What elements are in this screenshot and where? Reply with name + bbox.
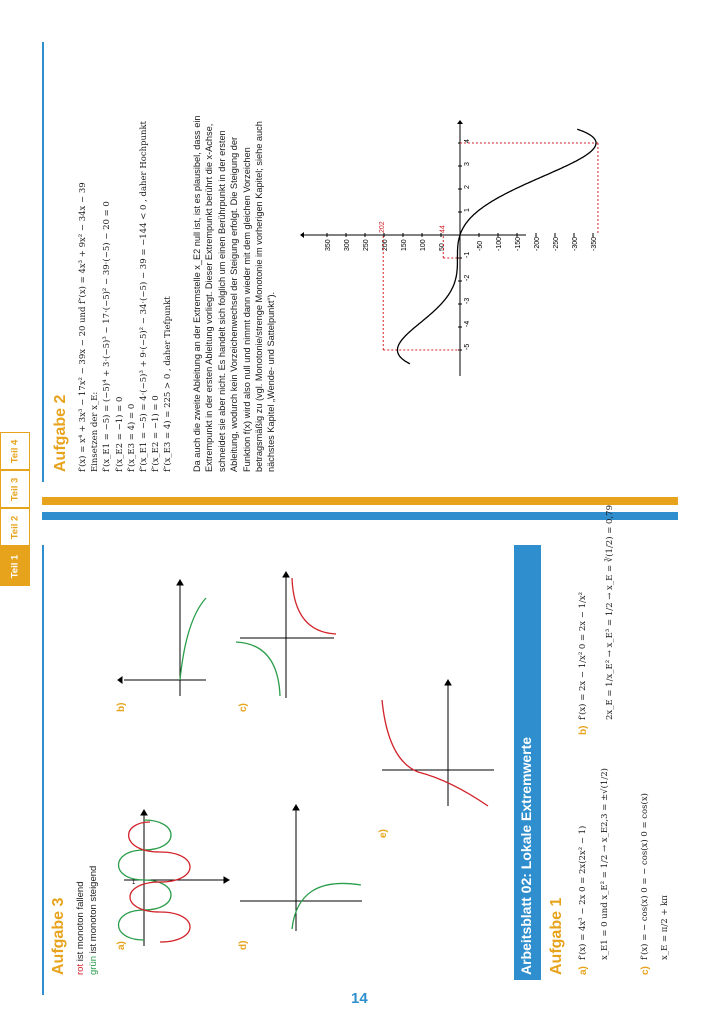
aufgabe-2-paragraph-line: Ableitung, wodurch kein Vorzeichenwechsel der Steigung erfolgt. Die Steigung der bbox=[229, 136, 240, 472]
aufgabe-3-legend-1 bbox=[74, 882, 87, 975]
y-tick-label: 300 bbox=[344, 239, 351, 251]
graph-d bbox=[236, 805, 366, 935]
aufgabe-2-paragraph-line: Da auch die zweite Ableitung an der Extremstelle x_E2 null ist, ist es plausibel, dass ein bbox=[192, 115, 202, 472]
chart-guides bbox=[379, 143, 598, 350]
legend-green-text: ist monoton steigend bbox=[88, 865, 99, 956]
graph-a-label: a) bbox=[116, 941, 127, 950]
tab-teil-3[interactable]: Teil 3 bbox=[0, 470, 30, 508]
legend-green-word: grün bbox=[88, 955, 99, 975]
aufgabe-2-paragraph-line: Extrempunkt in der ersten Ableitung vorliegt. Dieser Extrempunkt berührt die x-Achse, bbox=[204, 123, 215, 472]
aufgabe-1-c-label: c) bbox=[640, 966, 651, 975]
page-number: 14 bbox=[351, 990, 368, 1007]
graph-b-label: b) bbox=[116, 702, 127, 712]
aufgabe-2-paragraph-line: nächstes Kapitel „Wende- und Sattelpunkt“). bbox=[266, 291, 277, 472]
y-tick-label: -200 bbox=[534, 236, 541, 251]
worksheet-banner-title: Arbeitsblatt 02: Lokale Extremwerte bbox=[518, 736, 534, 975]
graph-a bbox=[120, 810, 230, 950]
x-tick-label: -3 bbox=[464, 297, 471, 304]
aufgabe-2-line: f″(x_E2 = −1) = 0 bbox=[151, 395, 162, 472]
y-tick-label: 150 bbox=[401, 239, 408, 251]
x-tick-label: 2 bbox=[464, 185, 471, 189]
x-tick-label: -5 bbox=[464, 343, 471, 350]
aufgabe-1-b-line1: f′(x) = 2x − 1/x² 0 = 2x − 1/x² bbox=[578, 591, 588, 720]
extremum-label: 44 bbox=[439, 225, 447, 233]
left-edge-line-top bbox=[42, 42, 44, 482]
aufgabe-3-heading: Aufgabe 3 bbox=[50, 897, 67, 975]
aufgabe-1-heading: Aufgabe 1 bbox=[548, 897, 565, 975]
left-edge-line bbox=[42, 545, 44, 995]
y-tick-label: -350 bbox=[591, 236, 598, 251]
blue-divider bbox=[42, 512, 678, 520]
x-tick-label: -1 bbox=[464, 251, 471, 258]
aufgabe-2-paragraph-line: betragsmäßig zu (vgl. Monotonie/strenge Monotonie im vorherigen Kapitel; siehe auch bbox=[254, 121, 264, 472]
y-tick-label: -50 bbox=[477, 240, 484, 251]
y-tick-label: 350 bbox=[325, 239, 332, 251]
x-tick-label: -2 bbox=[464, 274, 471, 281]
aufgabe-2-line: f′(x_E2 = −1) = 0 bbox=[114, 396, 125, 472]
y-tick-label: 200 bbox=[382, 239, 389, 251]
aufgabe-1-b-line2: 2x_E = 1/x_E² → x_E³ = 1/2 → x_E = ∛(1/2) = 0,79 bbox=[605, 505, 615, 720]
chart-axes bbox=[300, 120, 526, 376]
aufgabe-2-line: f′(x) = x⁴ + 3x³ − 17x² − 39x − 20 und f″(x) = 4x³ + 9x² − 34x − 39 bbox=[78, 182, 88, 472]
orange-divider bbox=[42, 497, 678, 505]
aufgabe-3-legend-2 bbox=[87, 866, 100, 975]
aufgabe-1-c-line2: x_E = π/2 + kπ bbox=[660, 895, 670, 960]
aufgabe-2-line: f″(x_E1 = −5) = 4·(−5)³ + 9·(−5)² − 34·(−5) − 39 = −144 < 0 , daher Hochpunkt bbox=[139, 120, 149, 472]
x-tick-label: -4 bbox=[464, 320, 471, 327]
y-axis-arrow bbox=[300, 232, 304, 238]
y-tick-label: -150 bbox=[515, 236, 522, 251]
aufgabe-1-c-line1: f′(x) = − cos(x) 0 = − cos(x) 0 = cos(x) bbox=[640, 793, 650, 960]
extremum-label: 202 bbox=[379, 221, 387, 233]
y-tick-label: 100 bbox=[420, 239, 427, 251]
tab-teil-4[interactable]: Teil 4 bbox=[0, 432, 30, 470]
y-tick-label: -250 bbox=[553, 236, 560, 251]
y-tick-label: -100 bbox=[496, 236, 503, 251]
aufgabe-2-line: Einsetzen der x_E: bbox=[90, 391, 101, 472]
aufgabe-1-b-label: b) bbox=[578, 725, 589, 735]
graph-c-label: c) bbox=[238, 703, 249, 712]
graph-c bbox=[236, 572, 338, 702]
aufgabe-2-line: f″(x_E3 = 4) = 225 > 0 , daher Tiefpunkt bbox=[163, 296, 174, 472]
x-tick-label: 3 bbox=[464, 162, 471, 166]
y-tick-label: 50 bbox=[439, 243, 446, 251]
graph-e-label: e) bbox=[378, 829, 389, 838]
aufgabe-2-line: f′(x_E3 = 4) = 0 bbox=[126, 403, 137, 472]
aufgabe-1-a-label: a) bbox=[578, 966, 589, 975]
graph-a-tick: 1 bbox=[132, 880, 136, 886]
tab-teil-2[interactable]: Teil 2 bbox=[0, 508, 30, 546]
graph-b bbox=[118, 580, 210, 700]
aufgabe-1-a-line1: f′(x) = 4x³ − 2x 0 = 2x(2x² − 1) bbox=[578, 825, 588, 960]
aufgabe-2-paragraph-line: schneidet sie aber nicht. Es handelt sich folglich um einen Berührpunkt in der ersten bbox=[216, 130, 227, 472]
legend-red-text: ist monoton fallend bbox=[75, 881, 86, 964]
extrema-chart bbox=[300, 120, 598, 380]
aufgabe-2-paragraph-line: Funktion f(x) wird also null und nimmt dann wieder mit dem gleichen Vorzeichen bbox=[241, 147, 252, 472]
legend-red-word: rot bbox=[75, 963, 86, 975]
graph-d-label: d) bbox=[238, 940, 249, 950]
y-tick-label: 250 bbox=[363, 239, 370, 251]
y-tick-label: -300 bbox=[572, 236, 579, 251]
graph-e bbox=[378, 680, 498, 810]
aufgabe-2-heading: Aufgabe 2 bbox=[52, 394, 69, 472]
tab-teil-1[interactable]: Teil 1 bbox=[0, 546, 30, 586]
x-axis-arrow bbox=[457, 120, 463, 124]
x-tick-label: 1 bbox=[464, 208, 471, 212]
aufgabe-1-a-line2: x_E1 = 0 und x_E² = 1/2 → x_E2,3 = ±√(1/2) bbox=[600, 768, 610, 960]
x-tick-label: 4 bbox=[464, 139, 471, 143]
aufgabe-2-line: f′(x_E1 = −5) = (−5)⁴ + 3·(−5)³ − 17·(−5)² − 39·(−5) − 20 = 0 bbox=[102, 201, 113, 472]
